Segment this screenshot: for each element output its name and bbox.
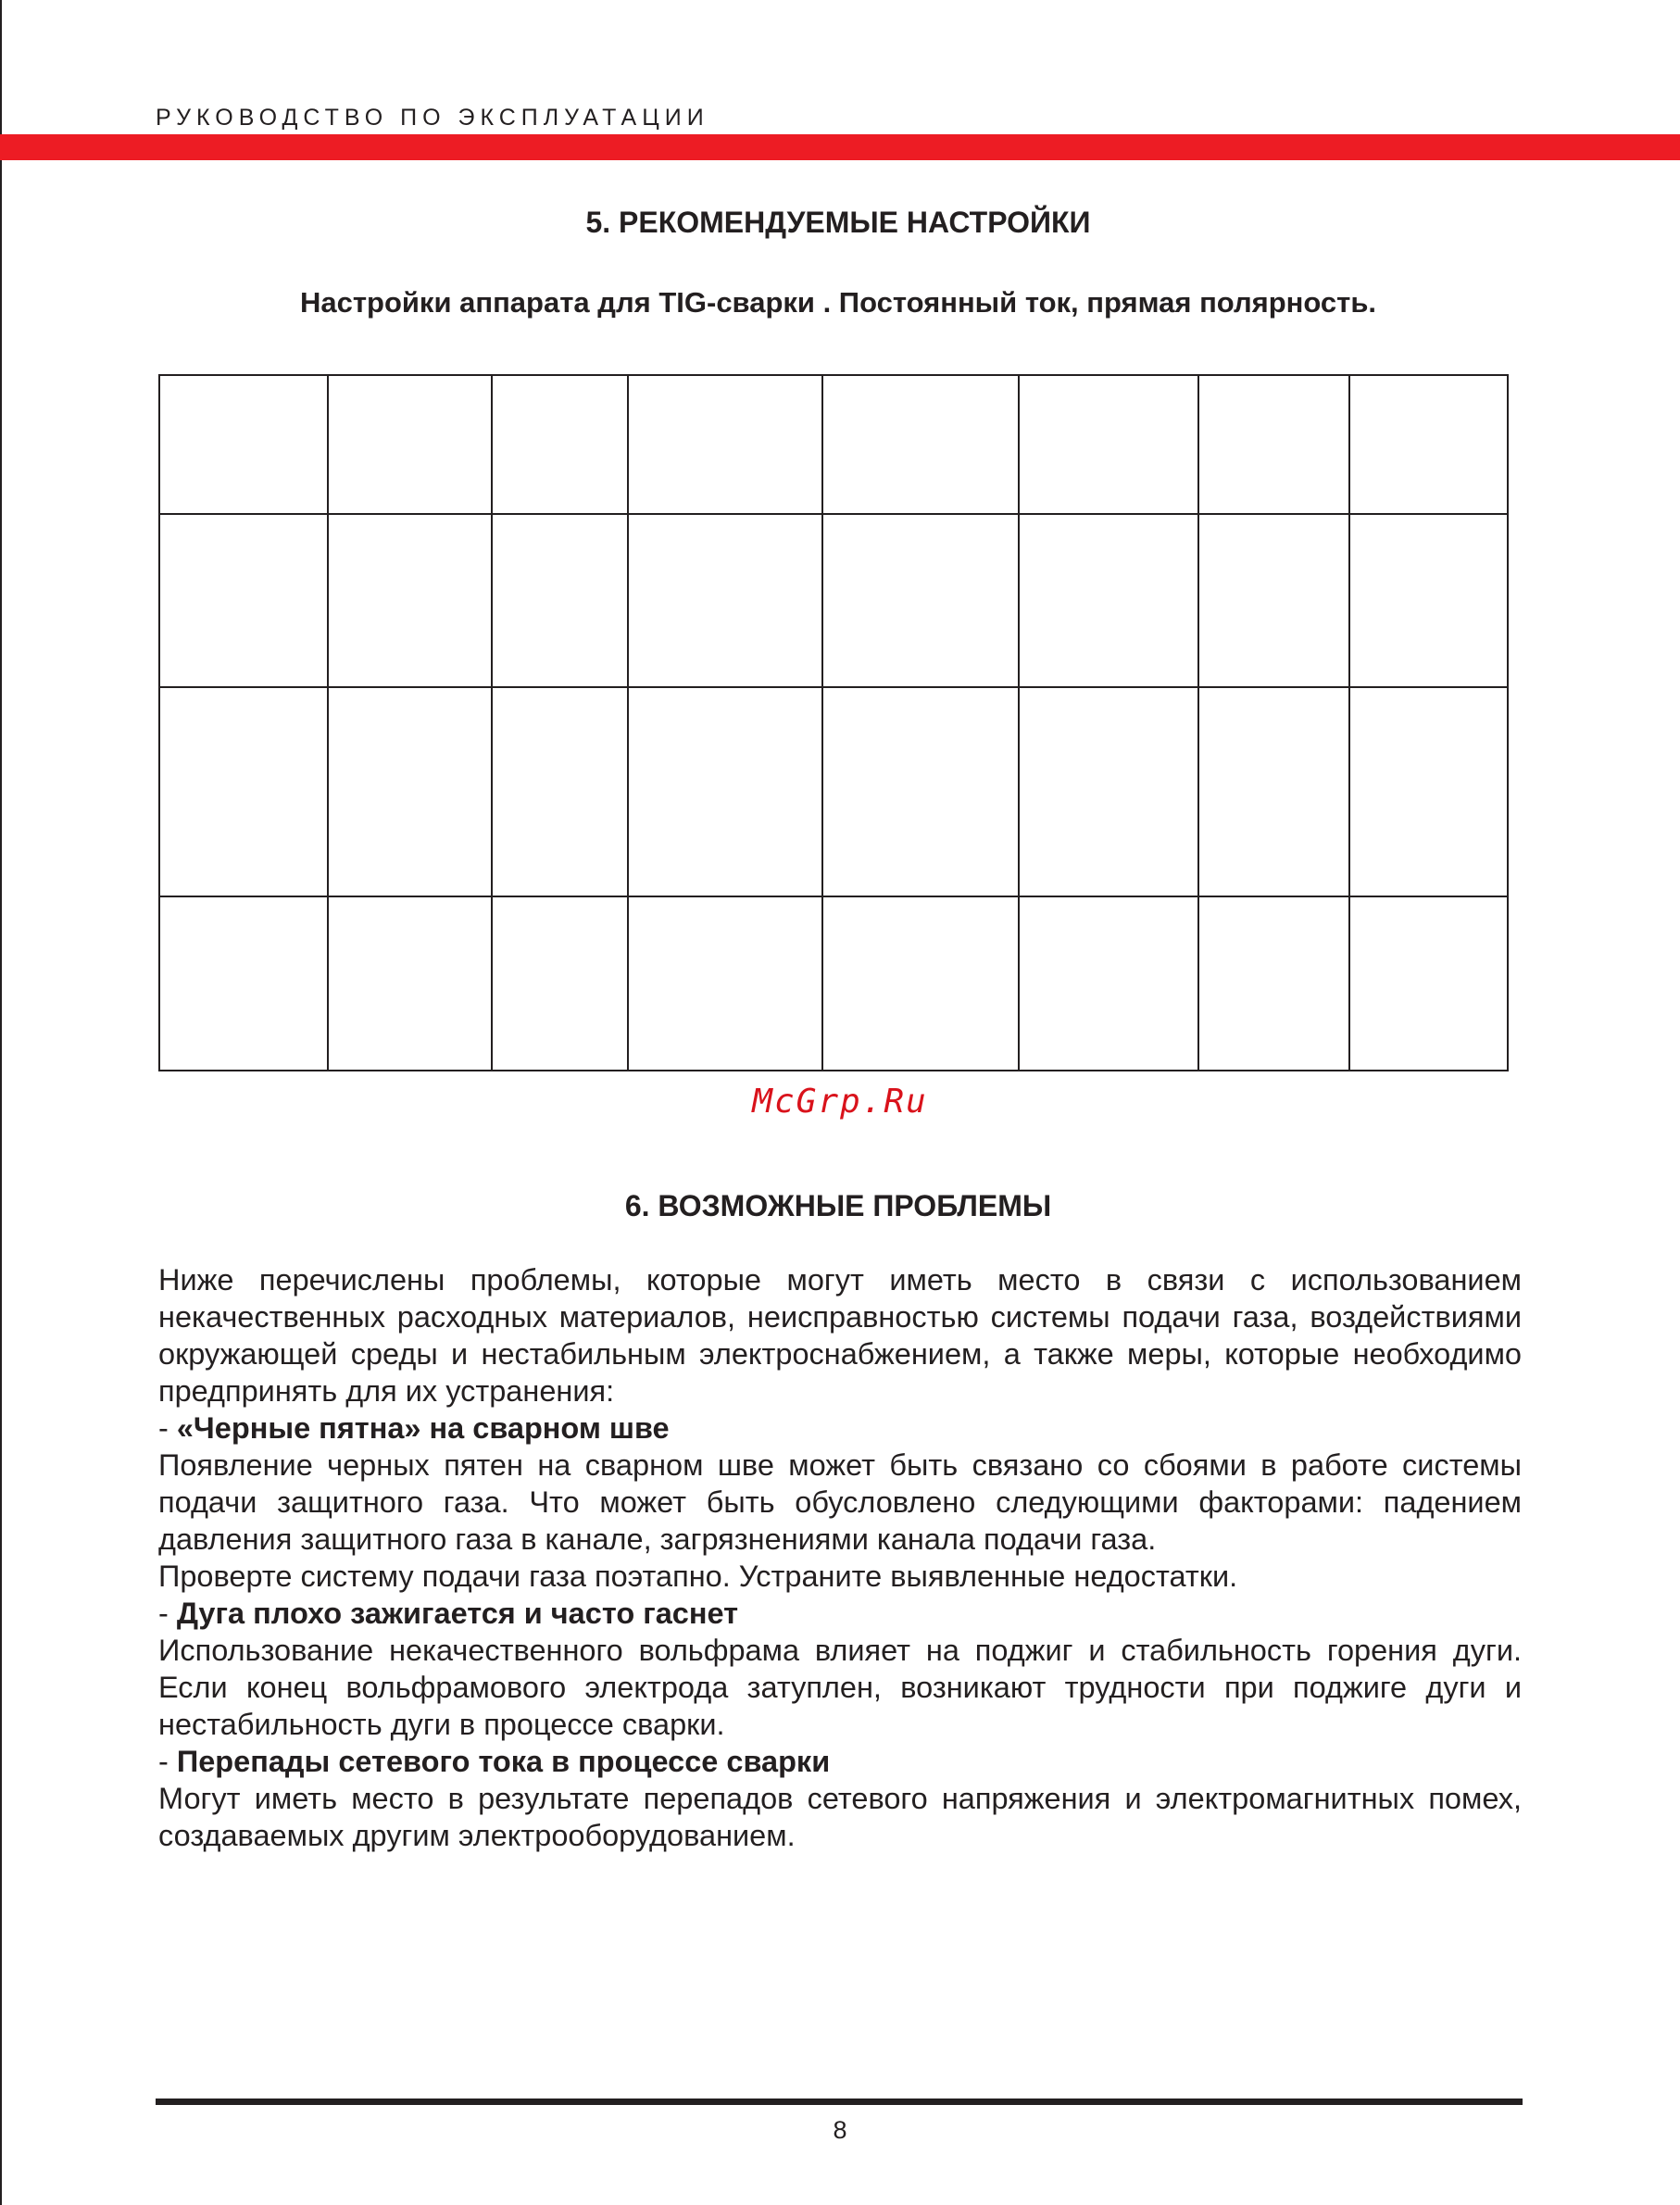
table-cell	[492, 514, 628, 686]
watermark: McGrp.Ru	[752, 1083, 928, 1121]
table-cell	[159, 896, 328, 1071]
problem-title: «Черные пятна» на сварном шве	[176, 1411, 670, 1445]
problem-title: Дуга плохо зажигается и часто гаснет	[176, 1597, 739, 1630]
table-cell	[1019, 896, 1198, 1071]
page-number: 8	[833, 2116, 847, 2144]
table-cell	[1198, 375, 1349, 514]
table-cell	[159, 375, 328, 514]
problem-paragraph: Могут иметь место в результате перепадов сетевого напряжения и электромагнитных помех, создаваемых другим электрооборудованием.	[158, 1782, 1522, 1852]
table-cell	[1349, 896, 1508, 1071]
table-cell	[492, 687, 628, 897]
table-cell	[628, 687, 822, 897]
header-red-band	[0, 134, 1680, 160]
table-cell	[628, 514, 822, 686]
problem-heading	[158, 1409, 1522, 1447]
table-cell	[1019, 687, 1198, 897]
table-cell	[1019, 375, 1198, 514]
table-cell	[492, 896, 628, 1071]
table-row	[159, 375, 1508, 514]
table-cell	[328, 896, 492, 1071]
problem-title: Перепады сетевого тока в процессе сварки	[176, 1745, 831, 1778]
problem-heading	[158, 1595, 1522, 1632]
problem-dash: -	[158, 1745, 177, 1778]
table-cell	[628, 896, 822, 1071]
table-cell	[492, 375, 628, 514]
table-cell	[328, 375, 492, 514]
table-row	[159, 687, 1508, 897]
section-6-body	[158, 1261, 1522, 1854]
table-cell	[159, 514, 328, 686]
table-cell	[822, 514, 1019, 686]
table-cell	[1349, 514, 1508, 686]
table-cell	[1019, 514, 1198, 686]
section-5-subtitle: Настройки аппарата для TIG-сварки . Постоянный ток, прямая полярность.	[299, 286, 1377, 319]
table-cell	[1349, 687, 1508, 897]
section-5-title: 5. РЕКОМЕНДУЕМЫЕ НАСТРОЙКИ	[585, 206, 1091, 239]
table-cell	[1198, 514, 1349, 686]
table-cell	[1198, 687, 1349, 897]
settings-table	[158, 374, 1509, 1071]
table-cell	[822, 896, 1019, 1071]
intro-paragraph: Ниже перечислены проблемы, которые могут иметь место в связи с использованием некачественных расходных материалов, неисправностью системы подачи газа, воздействиями окружающей среды и нестабильным электроснабжением, а также меры, которые необходимо предпринять для их устранения:	[158, 1263, 1522, 1408]
table-row	[159, 514, 1508, 686]
table-cell	[159, 687, 328, 897]
problem-paragraph: Проверте систему подачи газа поэтапно. Устраните выявленные недостатки.	[158, 1560, 1238, 1593]
problem-dash: -	[158, 1411, 177, 1445]
problem-paragraph: Использование некачественного вольфрама влияет на поджиг и стабильность горения дуги. Если конец вольфрамового электрода затуплен, возникают трудности при поджиге дуги и нестабильность дуги в процессе сварки.	[158, 1634, 1522, 1741]
table-cell	[822, 687, 1019, 897]
table-cell	[328, 687, 492, 897]
table-cell	[328, 514, 492, 686]
table-cell	[1198, 896, 1349, 1071]
footer-rule	[156, 2099, 1523, 2105]
problem-dash: -	[158, 1597, 177, 1630]
problem-paragraph: Появление черных пятен на сварном шве может быть связано со сбоями в работе системы подачи защитного газа. Что может быть обусловлено следующими факторами: падением давления защитного газа в канале, загрязнениями канала подачи газа.	[158, 1448, 1522, 1556]
problem-heading	[158, 1743, 1522, 1780]
table-row	[159, 896, 1508, 1071]
table-cell	[822, 375, 1019, 514]
table-cell	[628, 375, 822, 514]
table-cell	[1349, 375, 1508, 514]
section-6-title: 6. ВОЗМОЖНЫЕ ПРОБЛЕМЫ	[624, 1189, 1052, 1222]
running-header: РУКОВОДСТВО ПО ЭКСПЛУАТАЦИИ	[156, 105, 709, 131]
